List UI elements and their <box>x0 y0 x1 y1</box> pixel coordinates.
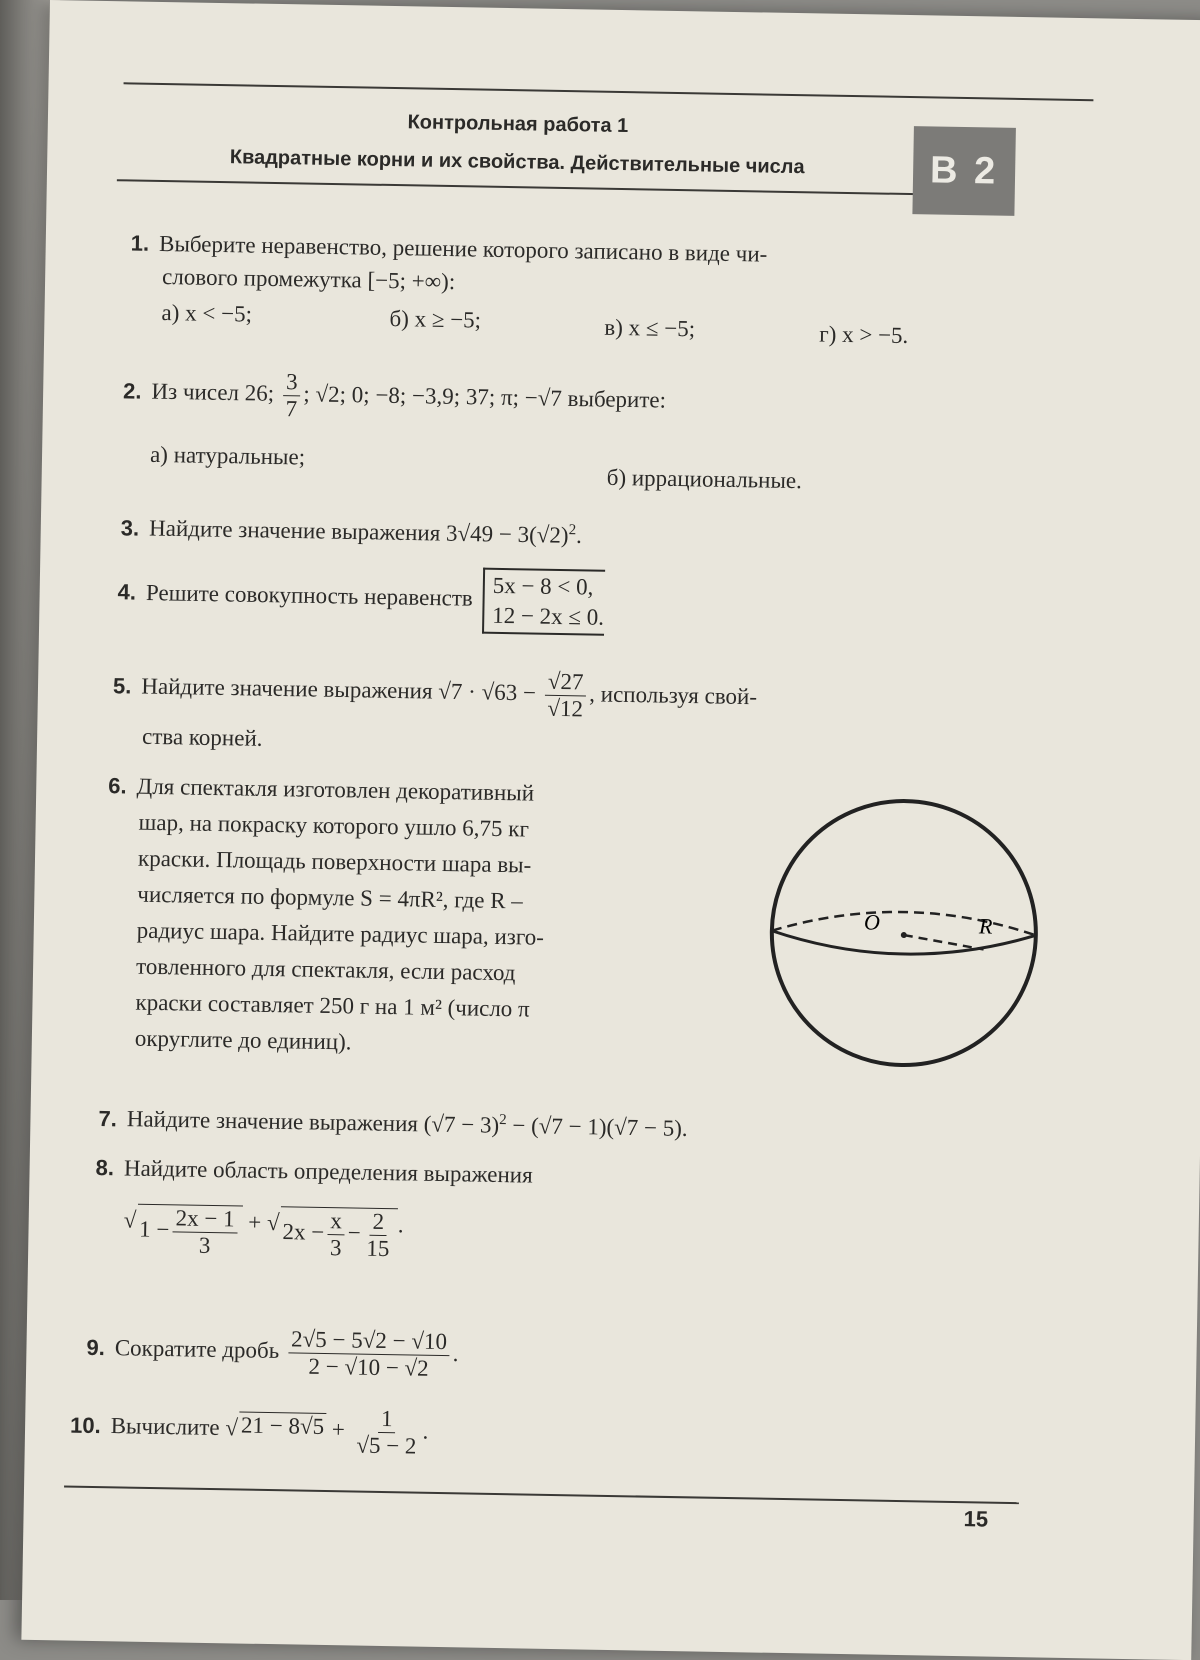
question-text-line: Для спектакля изготовлен декоративный <box>136 773 535 806</box>
question-text: Вычислите <box>110 1413 220 1440</box>
radius-line <box>904 935 984 949</box>
answer-option-b: б) x ≥ −5; <box>389 305 482 333</box>
question-8 <box>95 1151 533 1192</box>
test-subtitle: Квадратные корни и их свойства. Действительные числа <box>229 146 805 179</box>
exponent: 2 <box>499 1112 507 1129</box>
question-number: 6. <box>108 773 127 799</box>
domain-expression <box>123 1203 404 1262</box>
radicand-term: 2x − <box>282 1219 325 1245</box>
radicand-term: 1 − <box>138 1216 170 1243</box>
header-rule-title <box>117 179 917 195</box>
fraction <box>287 1326 450 1382</box>
question-number: 8. <box>95 1154 115 1181</box>
question-number: 10. <box>69 1412 101 1438</box>
question-text: Найдите значение выражения <box>126 1106 419 1137</box>
question-5 <box>113 661 758 725</box>
question-text-line: округлите до единиц). <box>134 1025 352 1055</box>
question-text-line: числяется по формуле S = 4πR², где R – <box>137 881 524 914</box>
question-6 <box>108 769 534 809</box>
question-number: 7. <box>98 1105 118 1131</box>
footer-rule <box>64 1485 1019 1504</box>
fraction-denominator: 3 <box>198 1232 211 1258</box>
fraction-numerator: 2 <box>369 1209 387 1236</box>
question-text-line: радиус шара. Найдите радиус шара, изго- <box>136 917 545 950</box>
question-text-line: товленного для спектакля, если расход <box>135 953 516 986</box>
center-label: O <box>863 909 881 935</box>
fraction-denominator: 3 <box>329 1235 342 1261</box>
question-text: Выберите неравенство, решение которого записано в виде чи- <box>158 230 768 267</box>
question-number: 5. <box>112 672 132 699</box>
exponent: 2 <box>568 522 577 539</box>
question-number: 3. <box>120 514 140 541</box>
radical-sign: √ <box>225 1415 239 1441</box>
question-text-end: , используя свой- <box>589 681 758 710</box>
question-9 <box>86 1323 459 1382</box>
textbook-page <box>21 0 1200 1660</box>
question-text-line: шар, на покраску которого ушло 6,75 кг <box>138 809 530 842</box>
fraction-numerator: 1 <box>378 1406 396 1433</box>
inequality-1: 5x − 8 < 0, <box>492 572 594 600</box>
radius-label: R <box>978 913 993 939</box>
question-1-line2 <box>162 260 456 298</box>
fraction-numerator: √27 <box>545 669 587 697</box>
fraction-denominator: √12 <box>547 695 584 722</box>
question-number: 9. <box>86 1334 106 1360</box>
radical-sign: √ <box>123 1207 137 1233</box>
question-text: Сократите дробь <box>114 1335 280 1363</box>
fraction-denominator: 2 − √10 − √2 <box>308 1353 429 1381</box>
question-text: Найдите значение выражения <box>141 673 433 704</box>
answer-option-a: а) натуральные; <box>149 441 306 470</box>
question-4 <box>117 561 605 635</box>
math-expression-rest: − (√7 − 1)(√7 − 5). <box>506 1112 688 1141</box>
question-text: выберите: <box>567 385 667 413</box>
fraction <box>363 1209 393 1262</box>
radical-sign: √ <box>266 1209 280 1236</box>
answer-option-b: б) иррациональные. <box>606 464 803 494</box>
fraction <box>327 1208 345 1261</box>
operator-minus: − <box>347 1220 361 1246</box>
number-list: ; √2; 0; −8; −3,9; 37; π; −√7 <box>303 381 563 411</box>
inequality-system <box>482 568 605 636</box>
inequality-2: 12 − 2x ≤ 0. <box>491 602 605 630</box>
equator-back <box>772 910 1036 939</box>
fraction <box>172 1205 238 1259</box>
fraction <box>353 1406 420 1460</box>
math-expression: 3√49 − 3(√2) <box>445 520 569 548</box>
page-number: 15 <box>963 1506 989 1532</box>
operator-plus: + <box>331 1416 346 1443</box>
center-point <box>901 932 907 938</box>
punctuation: . <box>575 522 583 549</box>
question-text-line: краски составляет 250 г на 1 м² (число π <box>135 989 530 1022</box>
sphere-diagram <box>741 792 1066 1078</box>
fraction-numerator: x <box>327 1208 345 1235</box>
interval: [−5; +∞): <box>367 267 456 295</box>
answer-option-a: а) x < −5; <box>161 299 253 327</box>
fraction-numerator: 2√5 − 5√2 − √10 <box>288 1326 450 1356</box>
fraction-numerator: 3 <box>283 369 301 396</box>
punctuation: . <box>397 1212 404 1238</box>
fraction-denominator: √5 − 2 <box>356 1432 417 1459</box>
operator-plus: + <box>248 1209 262 1235</box>
question-text: слового промежутка <box>161 264 363 293</box>
question-7 <box>98 1097 688 1145</box>
math-expression: (√7 − 3) <box>423 1111 500 1138</box>
variant-badge: В 2 <box>912 126 1016 216</box>
math-expression: √7 · √63 − <box>438 678 537 706</box>
punctuation: . <box>422 1418 429 1444</box>
radicand <box>137 1204 243 1260</box>
fraction <box>282 369 300 422</box>
question-number: 1. <box>130 230 150 256</box>
test-title: Контрольная работа 1 <box>407 111 629 138</box>
question-text: Найдите область определения выражения <box>123 1155 533 1188</box>
fraction-numerator: 2x − 1 <box>172 1205 237 1233</box>
question-5-line2: ства корней. <box>141 723 263 751</box>
answer-option-d: г) x > −5. <box>819 321 909 349</box>
question-10 <box>70 1401 429 1460</box>
question-number: 2. <box>122 378 142 404</box>
punctuation: . <box>452 1341 459 1367</box>
question-text-line: краски. Площадь поверхности шара вы- <box>137 845 532 878</box>
fraction <box>544 669 587 723</box>
fraction-denominator: 15 <box>366 1235 390 1262</box>
question-number: 4. <box>117 579 137 605</box>
question-3 <box>121 506 583 552</box>
answer-option-c: в) x ≤ −5; <box>604 314 696 342</box>
question-2 <box>123 366 667 428</box>
header-rule-top <box>124 82 1094 101</box>
radicand: 21 − 8√5 <box>239 1411 327 1446</box>
square-root <box>266 1206 398 1262</box>
question-text: Решите совокупность неравенств <box>145 580 473 611</box>
square-root <box>225 1411 326 1446</box>
radicand <box>280 1206 398 1262</box>
square-root <box>123 1203 243 1259</box>
question-text: Из чисел 26; <box>151 378 275 406</box>
fraction-denominator: 7 <box>285 396 298 422</box>
question-text: Найдите значение выражения <box>148 515 441 546</box>
